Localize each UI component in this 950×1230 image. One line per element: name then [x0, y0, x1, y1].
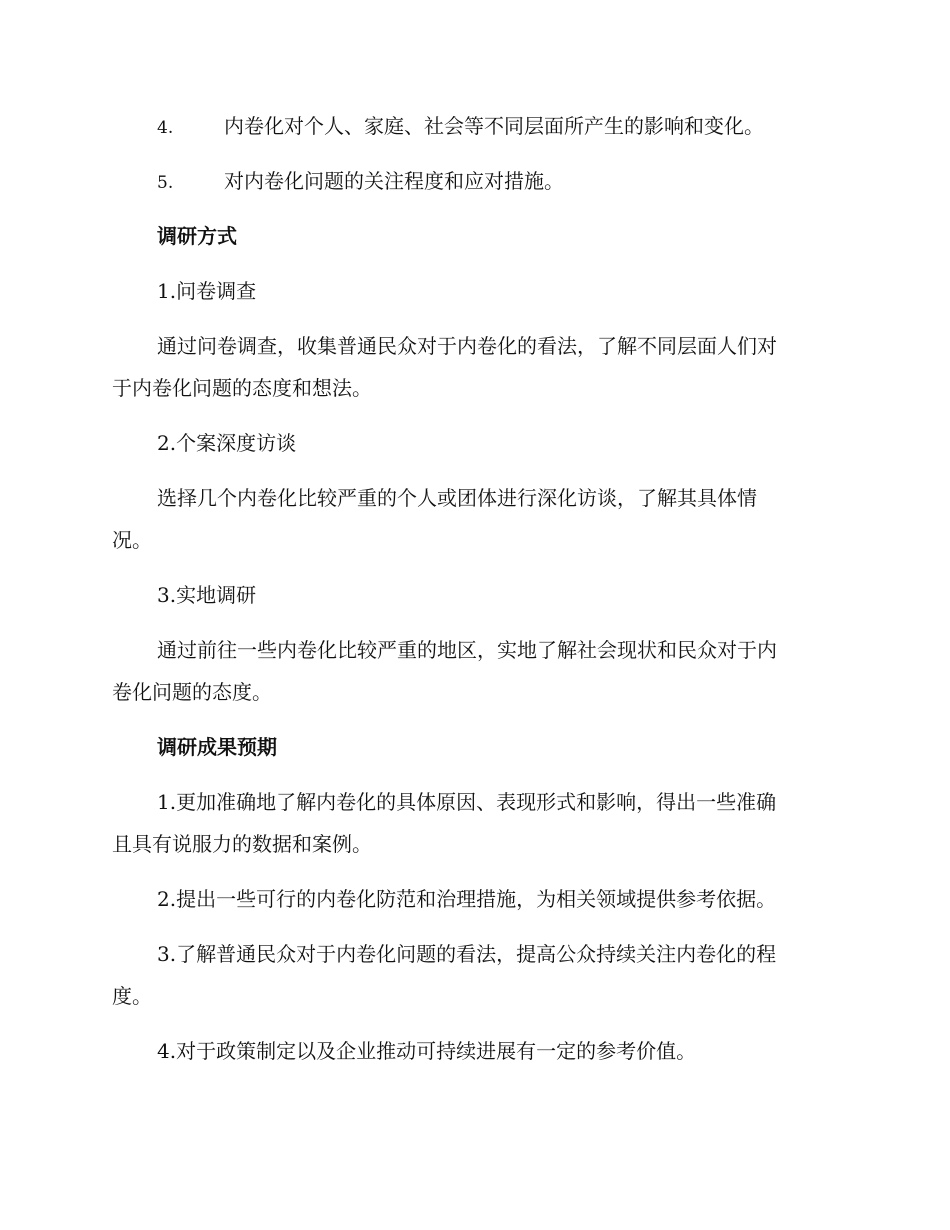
- list-item-5-text: 对内卷化问题的关注程度和应对措施。: [224, 169, 564, 193]
- list-number-5: 5.: [157, 173, 174, 193]
- method-1-heading: 1.问卷调查: [157, 279, 257, 303]
- method-2-line-2: 况。: [112, 528, 152, 552]
- method-3-heading: 3.实地调研: [157, 583, 257, 607]
- result-2-line-1: 2.提出一些可行的内卷化防范和治理措施，为相关领域提供参考依据。: [157, 887, 777, 911]
- method-1-line-2: 于内卷化问题的态度和想法。: [112, 376, 372, 400]
- result-1-line-2: 且具有说服力的数据和案例。: [112, 832, 372, 856]
- list-item-4-text: 内卷化对个人、家庭、社会等不同层面所产生的影响和变化。: [224, 114, 764, 138]
- result-1-line-1: 1.更加准确地了解内卷化的具体原因、表现形式和影响，得出一些准确: [157, 790, 777, 814]
- method-2-heading: 2.个案深度访谈: [157, 431, 297, 455]
- method-2-line-1: 选择几个内卷化比较严重的个人或团体进行深化访谈，了解其具体情: [157, 486, 757, 510]
- result-3-line-1: 3.了解普通民众对于内卷化问题的看法，提高公众持续关注内卷化的程: [157, 942, 777, 966]
- section-title-methods: 调研方式: [157, 224, 237, 248]
- method-1-line-1: 通过问卷调查，收集普通民众对于内卷化的看法，了解不同层面人们对: [157, 334, 777, 358]
- result-4-line-1: 4.对于政策制定以及企业推动可持续进展有一定的参考价值。: [157, 1039, 697, 1063]
- result-3-line-2: 度。: [112, 984, 152, 1008]
- method-3-line-2: 卷化问题的态度。: [112, 680, 272, 704]
- list-number-4: 4.: [157, 118, 174, 138]
- section-title-results: 调研成果预期: [157, 735, 277, 759]
- method-3-line-1: 通过前往一些内卷化比较严重的地区，实地了解社会现状和民众对于内: [157, 638, 777, 662]
